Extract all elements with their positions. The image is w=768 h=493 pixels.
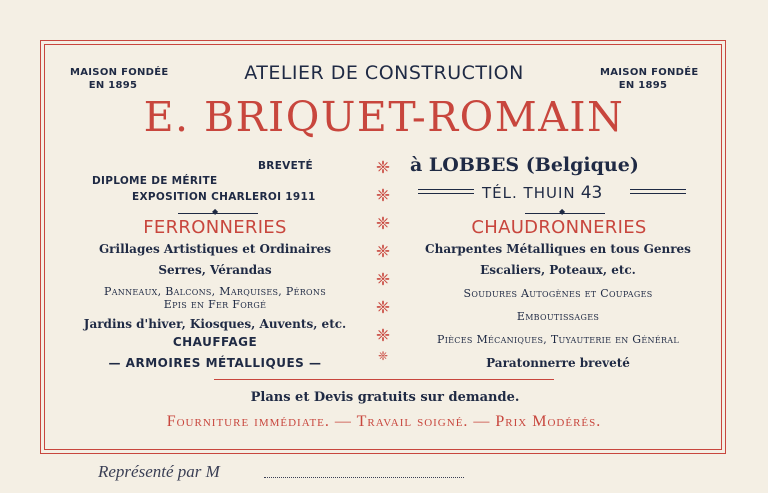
tel-rule-left-2 bbox=[418, 193, 474, 194]
ornament-1: ❈ bbox=[375, 158, 391, 178]
ferr-flourish-dot: ◆ bbox=[212, 207, 219, 216]
ferr-line: Grillages Artistiques et Ordinaires bbox=[98, 242, 332, 256]
chaud-line: Emboutissages bbox=[516, 310, 600, 323]
represented-dotted-line bbox=[264, 477, 464, 478]
telephone bbox=[482, 183, 602, 203]
ferr-line: Serres, Vérandas bbox=[158, 263, 272, 277]
chaud-line: Pièces Mécaniques, Tuyauterie en Général bbox=[437, 333, 679, 346]
ornament-7: ❈ bbox=[375, 326, 391, 346]
ornament-8: ❈ bbox=[377, 349, 389, 363]
chaud-line: Charpentes Métalliques en tous Genres bbox=[425, 242, 691, 256]
company-name: E. BRIQUET-ROMAIN bbox=[143, 93, 625, 141]
tagline: Fourniture immédiate. — Travail soigné. — Prix Modérés. bbox=[166, 413, 602, 430]
chaud-line: Escaliers, Poteaux, etc. bbox=[480, 263, 636, 277]
ornament-2: ❈ bbox=[375, 186, 391, 206]
represented-label: Représenté par M bbox=[98, 462, 220, 481]
tel-rule-left bbox=[418, 189, 474, 190]
tel-rule-right-2 bbox=[630, 193, 686, 194]
chaud-flourish-dot: ◆ bbox=[559, 207, 566, 216]
atelier-heading: ATELIER DE CONSTRUCTION bbox=[244, 62, 524, 84]
ferr-line: Jardins d'hiver, Kiosques, Auvents, etc. bbox=[83, 317, 347, 331]
ornament-5: ❈ bbox=[375, 270, 391, 290]
location: à LOBBES (Belgique) bbox=[410, 154, 639, 176]
ornament-4: ❈ bbox=[375, 242, 391, 262]
tel-number: 43 bbox=[580, 183, 603, 203]
ferr-line: CHAUFFAGE bbox=[172, 335, 258, 349]
tel-label: TÉL. THUIN bbox=[482, 184, 576, 202]
ferr-line: Epis en Fer Forgé bbox=[163, 298, 267, 311]
ferr-line: — ARMOIRES MÉTALLIQUES — bbox=[108, 356, 322, 370]
chaudronneries-title: CHAUDRONNERIES bbox=[471, 217, 647, 238]
diplome-label: DIPLOME DE MÉRITE bbox=[92, 175, 218, 187]
plans-line: Plans et Devis gratuits sur demande. bbox=[250, 390, 520, 405]
ferr-line: Panneaux, Balcons, Marquises, Pérons bbox=[104, 285, 326, 298]
breveté-label: BREVETÉ bbox=[258, 160, 313, 172]
ferronneries-title: FERRONNERIES bbox=[143, 217, 287, 238]
footer-rule bbox=[214, 379, 554, 380]
exposition-label: EXPOSITION CHARLEROI 1911 bbox=[132, 191, 316, 203]
ornament-6: ❈ bbox=[375, 298, 391, 318]
tel-rule-right bbox=[630, 189, 686, 190]
founded-right: MAISON FONDÉE EN 1895 bbox=[600, 67, 699, 91]
ornament-3: ❈ bbox=[375, 214, 391, 234]
founded-left: MAISON FONDÉE EN 1895 bbox=[70, 67, 169, 91]
chaud-line: Soudures Autogènes et Coupages bbox=[463, 287, 653, 300]
chaud-line: Paratonnerre breveté bbox=[486, 356, 630, 370]
